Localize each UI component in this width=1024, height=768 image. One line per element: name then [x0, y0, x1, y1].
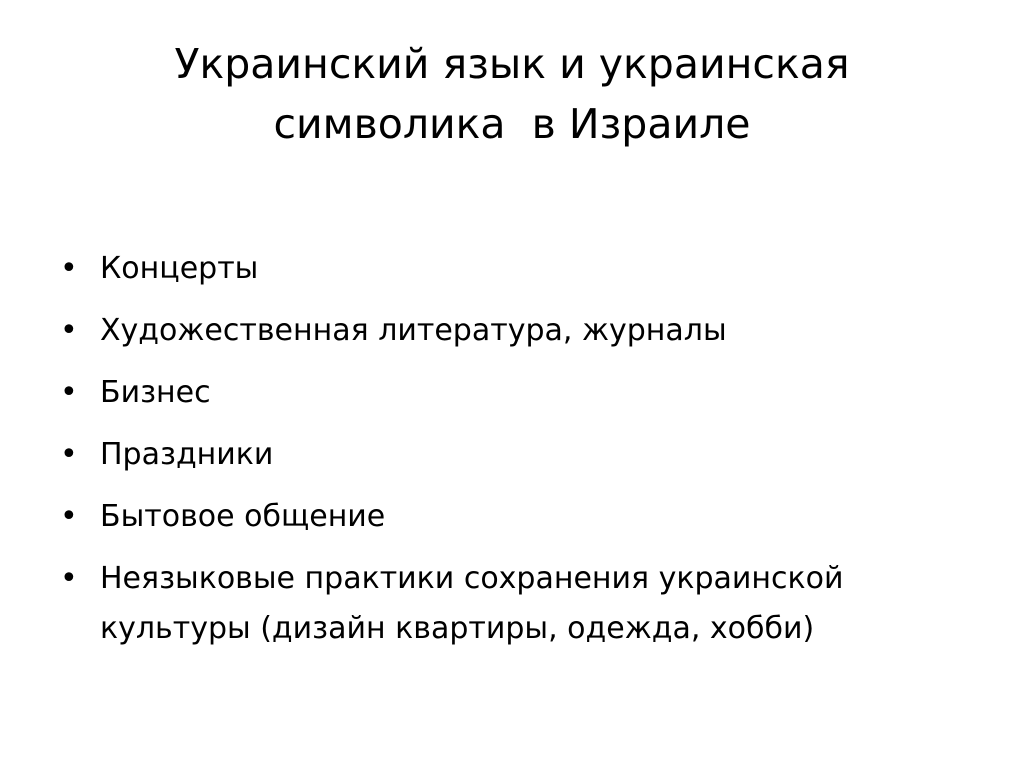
bullet-dot-icon: •	[60, 313, 78, 348]
bullet-text: Бытовое общение	[100, 499, 386, 534]
bullet-dot-icon: •	[60, 499, 78, 534]
bullet-dot-icon: •	[60, 437, 78, 472]
slide-title	[60, 34, 964, 154]
slide-title-line-1: Украинский язык и украинская	[174, 40, 850, 88]
bullet-item-concerts	[58, 244, 978, 294]
bullet-item-everyday-communication	[58, 492, 978, 542]
bullet-dot-icon: •	[60, 375, 78, 410]
bullet-item-nonlinguistic-practices	[58, 554, 978, 654]
bullet-list	[58, 244, 978, 666]
bullet-text: Праздники	[100, 437, 274, 472]
bullet-text: Неязыковые практики сохранения украинской культуры (дизайн квартиры, одежда, хобби)	[100, 561, 844, 646]
bullet-item-holidays	[58, 430, 978, 480]
slide-title-line-2: символика в Израиле	[273, 100, 751, 148]
bullet-item-literature	[58, 306, 978, 356]
bullet-dot-icon: •	[60, 251, 78, 286]
bullet-dot-icon: •	[60, 561, 78, 596]
bullet-text: Художественная литература, журналы	[100, 313, 727, 348]
bullet-text: Концерты	[100, 251, 259, 286]
bullet-text: Бизнес	[100, 375, 211, 410]
bullet-item-business	[58, 368, 978, 418]
